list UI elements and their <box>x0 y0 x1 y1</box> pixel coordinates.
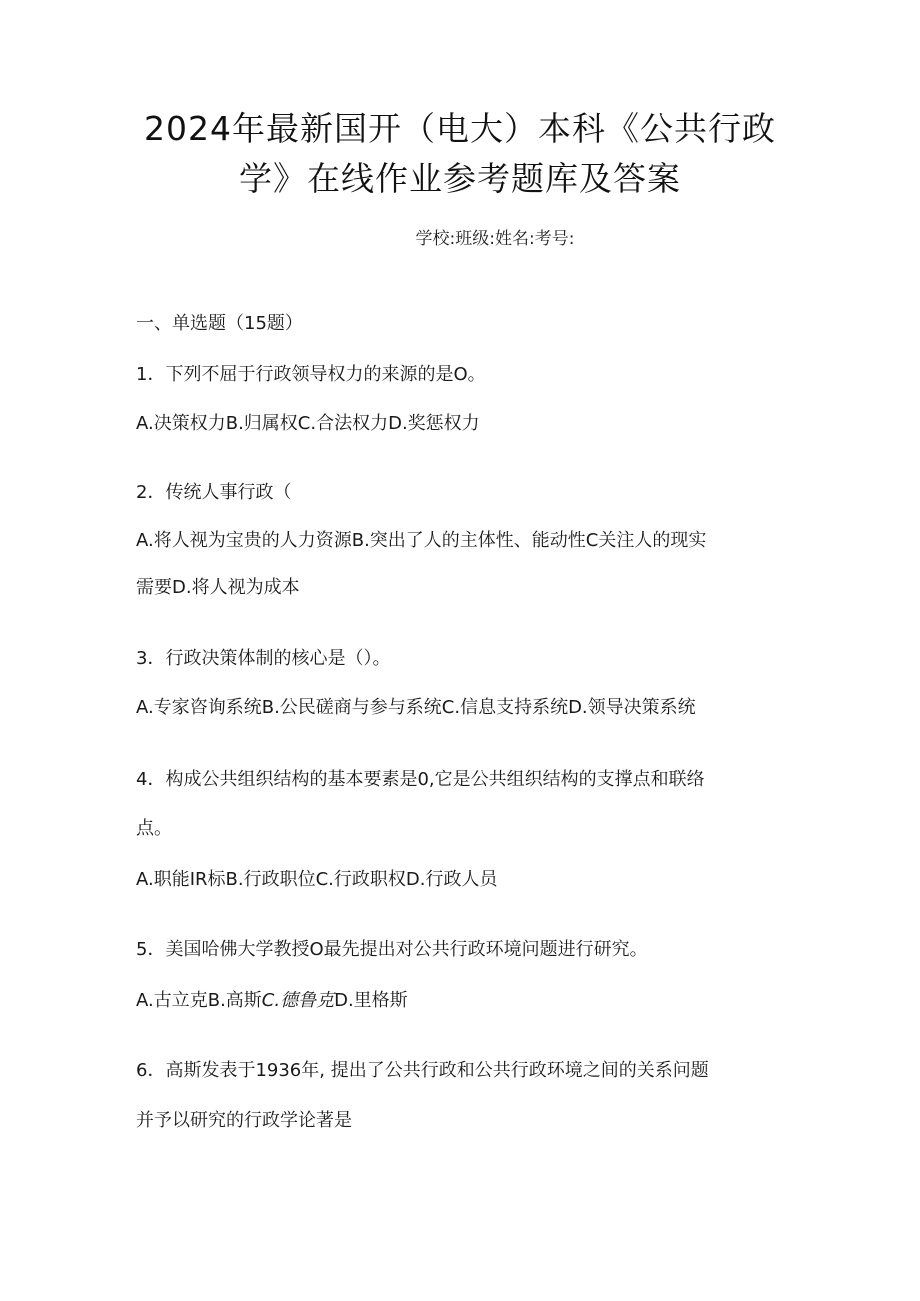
question-5-options-part-1: A.古立克B.高斯 <box>136 990 262 1011</box>
question-5-stem: 5．美国哈佛大学教授O最先提出对公共行政环境问题进行研究。 <box>136 939 648 960</box>
question-5-options <box>136 992 408 1010</box>
question-1-stem: 1．下列不屈于行政领导权力的来源的是O。 <box>136 364 486 385</box>
question-3-options: A.专家咨询系统B.公民磋商与参与系统C.信息支持系统D.领导决策系统 <box>136 697 696 718</box>
question-1-options: A.决策权力B.归属权C.合法权力D.奖惩权力 <box>136 413 480 434</box>
question-4-stem-line-2: 点。 <box>136 818 172 839</box>
question-4-stem-line-1: 4．构成公共组织结构的基本要素是0,它是公共组织结构的支撑点和联络 <box>136 769 705 790</box>
section-heading: 一、单选题（15题） <box>136 313 303 334</box>
student-info-line: 学校:班级:姓名:考号: <box>415 229 575 249</box>
document-title-line-1: 2024年最新国开（电大）本科《公共行政 <box>144 109 776 148</box>
question-4-options: A.职能IR标B.行政职位C.行政职权D.行政人员 <box>136 869 498 890</box>
question-2-options-line-2: 需要D.将人视为成本 <box>136 577 300 598</box>
question-2-options-line-1: A.将人视为宝贵的人力资源B.突出了人的主体性、能动性C关注人的现实 <box>136 530 707 551</box>
question-6-stem-line-1: 6．高斯发表于1936年, 提出了公共行政和公共行政环境之间的关系问题 <box>136 1060 709 1081</box>
question-5-options-part-2: C.德鲁克 <box>261 990 335 1011</box>
question-6-stem-line-2: 并予以研究的行政学论著是 <box>136 1110 352 1131</box>
question-3-stem: 3．行政决策体制的核心是（）。 <box>136 648 391 669</box>
question-2-stem: 2．传统人事行政（ <box>136 482 292 503</box>
document-title-line-2: 学》在线作业参考题库及答案 <box>239 159 681 198</box>
question-5-options-part-3: D.里格斯 <box>334 990 408 1011</box>
